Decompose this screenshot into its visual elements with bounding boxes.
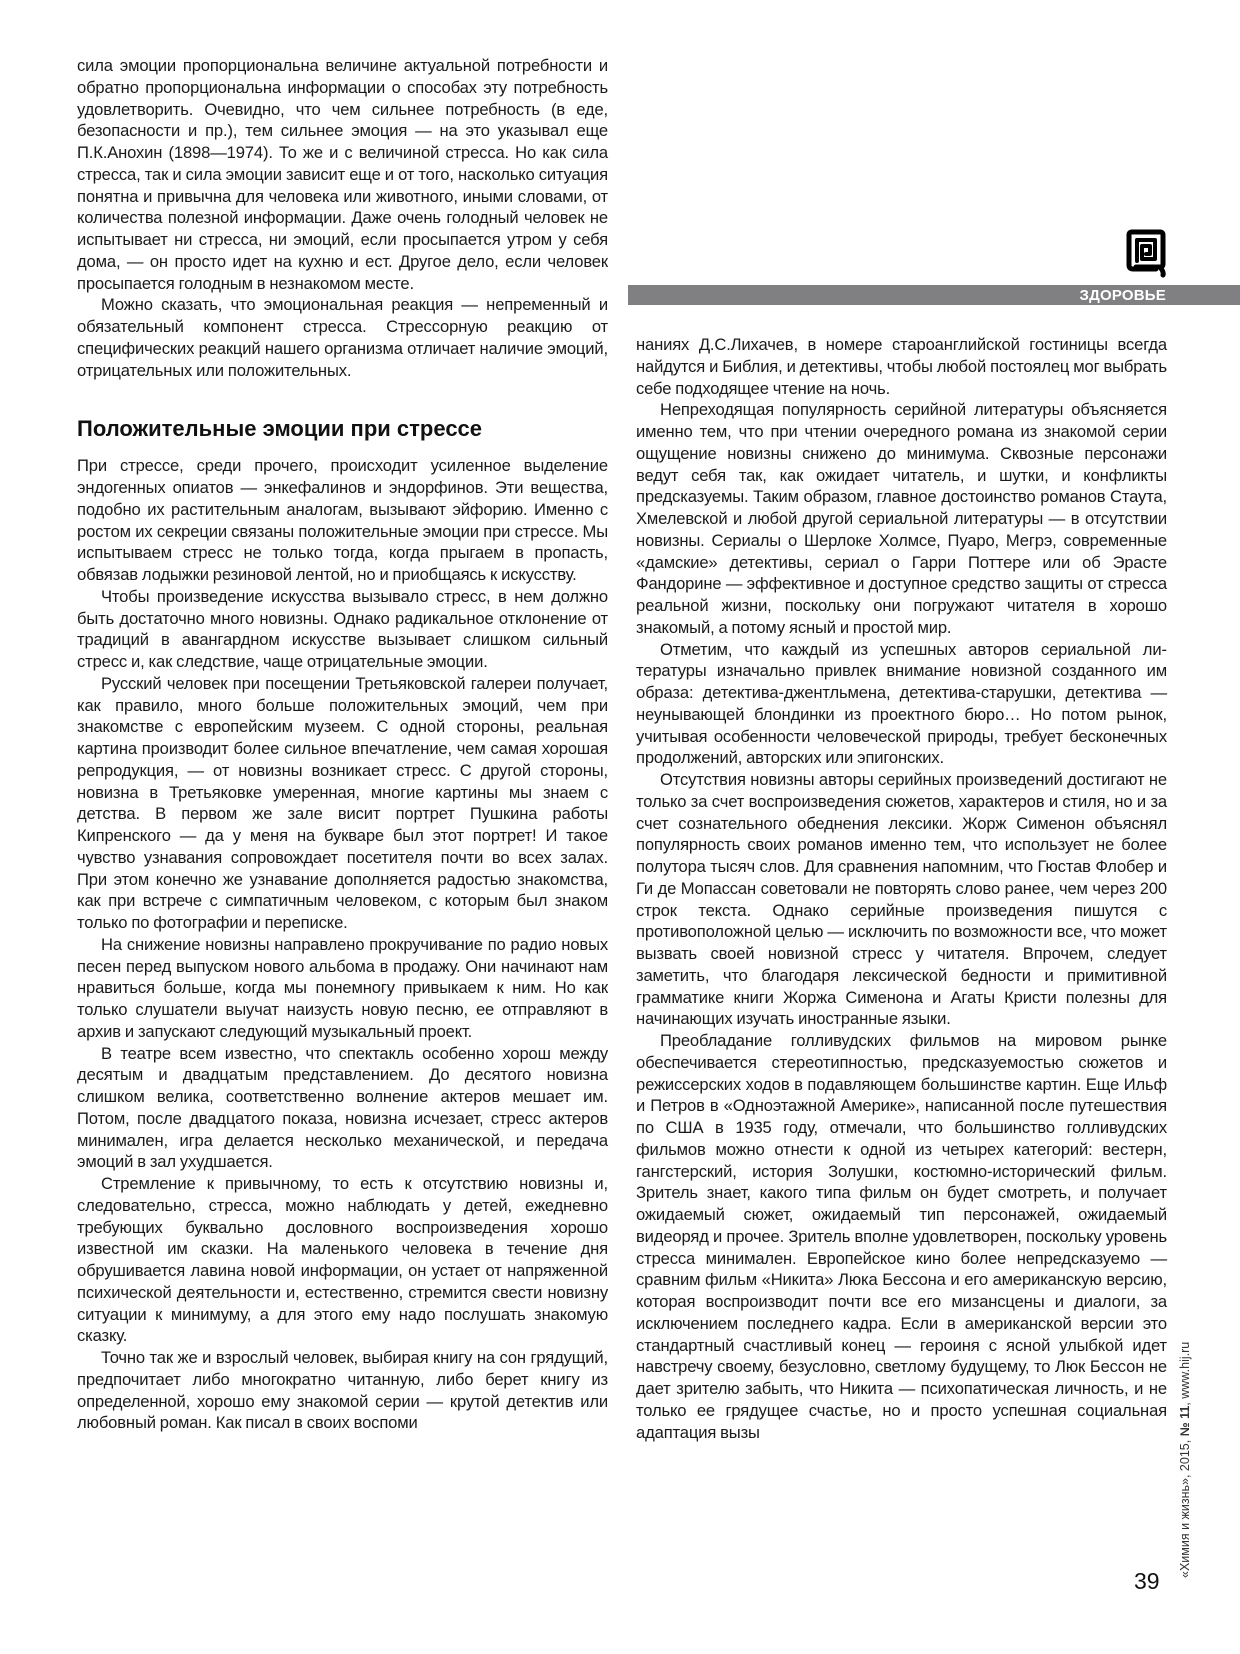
spiral-square-icon xyxy=(1126,228,1166,278)
paragraph: Чтобы произведение искусства вызывало стресс, в нем должно быть достаточно много новизны. Однако радикальное отклонение от традиций в авангардном искусстве вызывает слишком сильный стресс и, как следствие, чаще отрицательные эмоции. xyxy=(77,586,608,671)
paragraph: сила эмоции пропорциональна величине актуальной потребности и обратно пропорциональна информации о способах эту потребность удовлетворить. Очевидно, что чем сильнее потребность (в еде, безопасности и пр.), тем сильнее эмоция — на это указывал еще П.К.Анохин (1898—1974). То же и с величиной стресса. Но как сила стресса, так и сила эмоции зависит еще и от того, насколько ситуация понятна и привычна для человека или животного, иными словами, от количества полезной информации. Даже очень голодный человек не испытывает ни стресса, ни эмоций, если просыпается утром у себя дома, — он просто идет на кухню и ест. Другое дело, если человек просыпается голодным в незнакомом месте. xyxy=(77,56,608,293)
paragraph: Точно так же и взрослый человек, выбирая книгу на сон грядущий, предпочитает либо многократно читанную, либо берет книгу из определенной, хорошо ему знакомой серии — крутой детектив или любовный роман. Как писал в своих воспоми xyxy=(77,1348,608,1433)
paragraph: наниях Д.С.Лихачев, в номере староанглийской гостиницы всегда найдутся и Библия, и детективы, чтобы любой постоялец мог выбрать себе подходящее чтение на ночь. xyxy=(636,335,1167,398)
side-credit-site: , www.hij.ru xyxy=(1178,1341,1192,1406)
paragraph: Непреходящая популярность серийной литературы объясняется именно тем, что при чтении очередного романа из знакомой серии ощущение новизны снижено до минимума. Сквозные персонажи ведут себя так, как ожидает читатель, и шутки, и конфликты предсказуемы. Таким образом, главное достоинство романов Стаута, Хмелевской и любой другой сериальной литературы — в отсутствии новизны. Сериалы о Шерлоке Холмсе, Пуаро, Мегрэ, современные «дамские» детективы, сериал о Гарри Поттере или об Эрасте Фандорине — эффективное и доступное средство защиты от стресса реальной жизни, поскольку они погружают читателя в хорошо знакомый, а потому ясный и простой мир. xyxy=(636,400,1167,637)
section-heading: Положительные эмоции при стрессе xyxy=(77,416,483,442)
right-column xyxy=(636,334,1167,1443)
side-credit-journal: «Химия и жизнь», 2015, xyxy=(1178,1436,1192,1578)
paragraph: Отсутствия новизны авторы серийных произведений достигают не только за счет воспроизведения сюжетов, характеров и стиля, но и за счет сознательного обеднения лексики. Жорж Сименон объяснял популярность своих романов именно тем, что использует не более полутора тысяч слов. Для сравнения напомним, что Гюстав Флобер и Ги де Мопассан советовали не повторять слово ранее, чем через 200 строк текста. Однако серийные произведения пишутся с противоположной целью — исключить по возможности все, что может вызвать своей новизной стресс у читателя. Впрочем, следует заметить, что благодаря лексической бедности и примитивной грамматике книги Жоржа Сименона и Агаты Кристи полезны для начинающих изучать иностранные языки. xyxy=(636,770,1167,1029)
rubric-label: ЗДОРОВЬЕ xyxy=(1079,287,1166,304)
paragraph: Русский человек при посещении Третьяковской галереи получает, как правило, много больше положительных эмоций, чем при знакомстве с европейским музеем. С одной стороны, реальная картина производит более сильное впечатление, чем самая хорошая репродукция, — от новизны возникает стресс. С другой стороны, новизна в Третьяковке умеренная, многие картины мы знаем с детства. В первом же зале висит портрет Пушкина работы Кипренского — да у меня на букваре был этот портрет! И такое чувство узнавания сопровождает посетителя почти во всех залах. При этом конечно же узнавание дополняется радостью знакомства, как при встрече с симпатичным человеком, с которым был знаком только по фотографии и переписке. xyxy=(77,673,608,932)
paragraph: Отметим, что каждый из успешных авторов сериальной литературы изначально привлек внимание новизной созданного им образа: детектива-джентльмена, детектива-старушки, детектива — неунывающей блондинки из проектного бюро… Но потом рынок, учитывая особенности человеческой природы, требует бесконечных продолжений, авторских или эпигонских. xyxy=(636,639,1167,768)
rubric-bar xyxy=(628,285,1240,305)
paragraph: При стрессе, среди прочего, происходит усиленное выделение эндогенных опиатов — энкефалинов и эндорфинов. Эти вещества, подобно их растительным аналогам, вызывают эйфорию. Именно с ростом их секреции связаны положительные эмоции при стрессе. Мы испытываем стресс не только тогда, когда прыгаем в пропасть, обвязав лодыжки резиновой лентой, но и приобщаясь к искусству. xyxy=(77,456,608,584)
left-column xyxy=(77,55,608,1434)
paragraph: Можно сказать, что эмоциональная реакция — непременный и обязательный компонент стресса. Стрессорную реакцию от специфических реакций нашего организма отличает наличие эмоций, отрицательных или положительных. xyxy=(77,295,608,380)
paragraph: В театре всем известно, что спектакль особенно хорош между десятым и двадцатым представлением. До десятого новизна слишком велика, соответственно волнение актеров мешает им. Потом, после двадцатого показа, новизна исчезает, стресс актеров минимален, игра делается несколько механической, и передача эмоций в зал ухудшается. xyxy=(77,1043,608,1172)
page-number: 39 xyxy=(1134,1568,1160,1594)
paragraph: Стремление к привычному, то есть к отсутствию новизны и, следовательно, стресса, можно наблюдать у детей, ежедневно требующих буквально дословного воспроизведения хорошо известной им сказки. На маленького человека в течение дня обрушивается лавина новой информации, он устает от напряженной психической деятельности и, естественно, стремится свести новизну ситуации к минимуму, а для этого ему надо послушать знакомую сказку. xyxy=(77,1174,608,1346)
paragraph: На снижение новизны направлено прокручивание по радио новых песен перед выпуском нового альбома в продажу. Они начинают нам нравиться больше, когда мы понемногу привыкаем к ним. Но как только слушатели выучат наизусть новую песню, ее отправляют в архив и запускают следующий музыкальный проект. xyxy=(77,934,608,1041)
paragraph: Преобладание голливудских фильмов на мировом рынке обеспечивается стереотипностью, предсказуемостью сюжетов и режиссерских ходов в подавляющем большинстве картин. Еще Ильф и Петров в «Одноэтажной Америке», написанной после путешествия по США в 1935 году, отмечали, что большинство голливудских фильмов можно отнести к одной из четырех категорий: вестерн, гангстерский, история Золушки, костюмно-исторический фильм. Зритель знает, какого типа фильм он будет смотреть, и получает ожидаемый сюжет, ожидаемый тип персонажей, ожидаемый видеоряд и прочее. Зритель вполне удовлетворен, поскольку уровень стресса минимален. Европейское кино более непредсказуемо — сравним фильм «Никита» Люка Бессона и его американскую версию, которая воспроизводит почти все его мизансцены и диалоги, за исключением последнего кадра. Если в американской версии это стандартный счастливый конец — героиня с ясной улыбкой идет навстречу своему, безусловно, светлому будущему, то Люк Бессон не дает зрителю забыть, что Никита — психопатическая личность, и не только ее грядущее счастье, но и просто успешная социальная адаптация вызы xyxy=(636,1031,1167,1442)
side-credit xyxy=(1178,1342,1192,1578)
side-credit-issue: № 11 xyxy=(1178,1405,1192,1437)
